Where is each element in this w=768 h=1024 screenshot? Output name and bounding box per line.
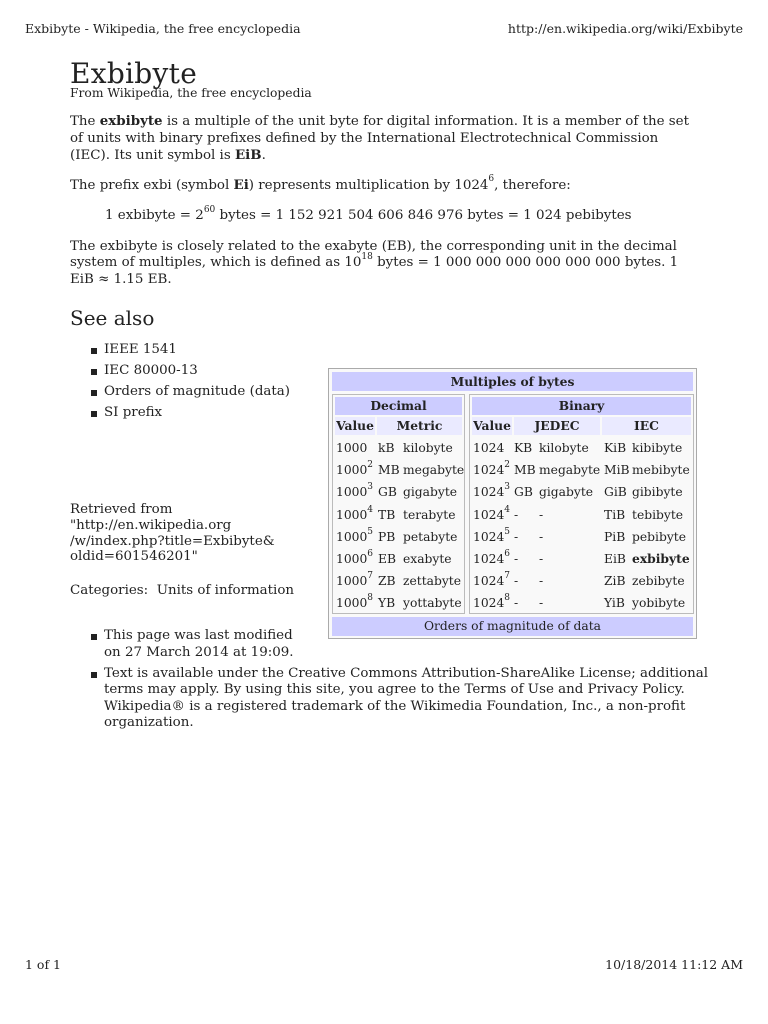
- print-header-title: Exbibyte - Wikipedia, the free encyclopedia: [25, 21, 301, 36]
- page-footer-info: [70, 628, 710, 736]
- binary-value: 1024$^8$: [473, 593, 511, 611]
- col-value: Value: [336, 418, 374, 433]
- decimal-row: [335, 592, 462, 614]
- related-paragraph: The exbibyte is closely related to the exabyte (EB), the corresponding unit in the decimal system of multiples, which is defined as $10^{18}$ bytes = 1 000 000 000 000 000 000 bytes. 1 EiB ≈ 1.15 EB.: [70, 238, 679, 287]
- see-also-link[interactable]: Orders of magnitude (data): [104, 384, 700, 401]
- jedec-symbol: KB: [514, 441, 533, 455]
- decimal-row: [335, 570, 462, 592]
- binary-row: [472, 526, 691, 548]
- page-number: 1 of 1: [25, 957, 62, 972]
- decimal-name[interactable]: megabyte: [403, 463, 465, 478]
- binary-row: [472, 548, 691, 570]
- decimal-symbol[interactable]: PB: [378, 529, 396, 544]
- decimal-value: 1000$^8$: [336, 593, 374, 611]
- jedec-symbol: -: [514, 596, 519, 611]
- jedec-symbol: MB: [514, 463, 536, 478]
- page-title: Exbibyte: [70, 57, 198, 90]
- decimal-symbol[interactable]: kB: [378, 441, 395, 455]
- jedec-name: kilobyte: [539, 441, 589, 455]
- decimal-row: [335, 548, 462, 570]
- print-datetime: 10/18/2014 11:12 AM: [605, 957, 743, 972]
- page-subtitle: From Wikipedia, the free encyclopedia: [70, 85, 312, 100]
- see-also-link[interactable]: SI prefix: [104, 405, 700, 422]
- binary-value: 1024$^3$: [473, 482, 511, 500]
- binary-value: 1024$^6$: [473, 548, 511, 566]
- multiples-of-bytes-table: [328, 368, 697, 639]
- decimal-symbol[interactable]: TB: [378, 507, 396, 522]
- decimal-symbol[interactable]: GB: [378, 485, 397, 500]
- iec-name[interactable]: tebibyte: [632, 507, 684, 522]
- iec-name[interactable]: exbibyte: [632, 551, 690, 566]
- retrieved-from: Retrieved from "http://en.wikipedia.org /w/index.php?title=Exbibyte& oldid=601546201": [70, 502, 275, 565]
- print-header-url[interactable]: http://en.wikipedia.org/wiki/Exbibyte: [507, 21, 743, 36]
- intro-paragraph: The exbibyte is a multiple of the unit byte for digital information. It is a member of the set of units with binary prefixes defined by the International Electrotechnical Commission (IEC). Its unit symbol is EiB.: [70, 113, 689, 163]
- decimal-name[interactable]: gigabyte: [403, 485, 458, 500]
- iec-symbol[interactable]: MiB: [604, 463, 630, 478]
- iec-symbol[interactable]: TiB: [604, 507, 626, 522]
- decimal-symbol[interactable]: ZB: [378, 574, 396, 589]
- iec-name[interactable]: gibibyte: [632, 485, 683, 500]
- iec-symbol[interactable]: KiB: [604, 441, 627, 455]
- binary-table: [469, 394, 694, 614]
- iec-symbol[interactable]: EiB: [604, 552, 626, 566]
- decimal-value: 1000$^2$: [336, 460, 374, 478]
- jedec-name: -: [539, 507, 544, 522]
- col-jedec: JEDEC: [514, 417, 600, 435]
- decimal-value: 1000$^4$: [336, 504, 374, 522]
- decimal-value: 1000$^7$: [336, 571, 374, 589]
- decimal-name[interactable]: terabyte: [403, 507, 456, 522]
- decimal-symbol[interactable]: YB: [378, 596, 396, 611]
- decimal-row: [335, 504, 462, 526]
- binary-row: [472, 437, 691, 459]
- table-title[interactable]: Multiples of bytes: [332, 372, 693, 391]
- col-value-binary: Value: [473, 418, 511, 433]
- binary-value: 1024$^4$: [473, 504, 511, 522]
- jedec-symbol: -: [514, 529, 519, 544]
- see-also-heading: See also: [70, 306, 155, 330]
- binary-row: [472, 504, 691, 526]
- iec-symbol[interactable]: YiB: [604, 596, 625, 611]
- license-notice: Text is available under the Creative Commons Attribution-ShareAlike License; additional terms may apply. By using this site, you agree to the Terms of Use and Privacy Policy. Wikipedia® is a registered trademark of the Wikimedia Foundation, Inc., a non-profit organization.: [104, 665, 709, 730]
- iec-symbol[interactable]: ZiB: [604, 574, 626, 589]
- decimal-row: [335, 437, 462, 459]
- decimal-row: [335, 481, 462, 503]
- category-link[interactable]: Units of information: [156, 583, 295, 598]
- decimal-name[interactable]: kilobyte: [403, 441, 453, 455]
- jedec-name: -: [539, 529, 544, 544]
- decimal-name[interactable]: exabyte: [403, 552, 452, 566]
- binary-row: [472, 481, 691, 503]
- binary-value: 1024: [473, 441, 505, 455]
- see-also-link[interactable]: IEEE 1541: [104, 342, 700, 359]
- jedec-symbol: -: [514, 507, 519, 522]
- jedec-name: -: [539, 596, 544, 611]
- jedec-symbol: -: [514, 552, 519, 566]
- binary-row: [472, 592, 691, 614]
- decimal-value: 1000$^5$: [336, 526, 374, 544]
- jedec-symbol: GB: [514, 485, 533, 500]
- prefix-paragraph: The prefix exbi (symbol Ei) represents multiplication by 1024$^6$, therefore:: [70, 174, 571, 193]
- decimal-value: 1000$^3$: [336, 482, 374, 500]
- binary-heading: Binary: [472, 397, 691, 415]
- binary-value: 1024$^5$: [473, 526, 511, 544]
- categories: Categories: Units of information: [70, 583, 295, 598]
- formula-line: 1 exbibyte = $2^{60}$ bytes = 1 152 921 504 606 846 976 bytes = 1 024 pebibytes: [105, 204, 632, 223]
- decimal-symbol[interactable]: MB: [378, 463, 400, 478]
- iec-symbol[interactable]: PiB: [604, 529, 626, 544]
- jedec-name: -: [539, 574, 544, 589]
- decimal-heading: Decimal: [335, 397, 462, 415]
- iec-name[interactable]: yobibyte: [632, 596, 686, 611]
- decimal-name[interactable]: yottabyte: [403, 596, 462, 611]
- binary-row: [472, 459, 691, 481]
- iec-symbol[interactable]: GiB: [604, 485, 627, 500]
- decimal-name[interactable]: zettabyte: [403, 574, 462, 589]
- col-iec: IEC: [602, 417, 691, 435]
- decimal-value: 1000$^6$: [336, 548, 374, 566]
- col-metric: Metric: [377, 417, 462, 435]
- jedec-name: megabyte: [539, 463, 601, 478]
- jedec-name: gigabyte: [539, 485, 594, 500]
- binary-value: 1024$^2$: [473, 460, 511, 478]
- decimal-name[interactable]: petabyte: [403, 529, 458, 544]
- see-also-link[interactable]: IEC 80000-13: [104, 363, 700, 380]
- last-modified: This page was last modified on 27 March 2014 at 19:09.: [104, 628, 710, 661]
- jedec-name: -: [539, 552, 544, 566]
- decimal-row: [335, 526, 462, 548]
- table-footer-link[interactable]: Orders of magnitude of data: [332, 617, 693, 636]
- decimal-table: [332, 394, 465, 614]
- decimal-value: 1000: [336, 441, 368, 455]
- binary-value: 1024$^7$: [473, 571, 511, 589]
- iec-name[interactable]: zebibyte: [632, 574, 685, 589]
- iec-name[interactable]: kibibyte: [632, 441, 683, 455]
- jedec-symbol: -: [514, 574, 519, 589]
- binary-row: [472, 570, 691, 592]
- decimal-symbol[interactable]: EB: [378, 552, 397, 566]
- iec-name[interactable]: pebibyte: [632, 529, 686, 544]
- iec-name[interactable]: mebibyte: [632, 463, 690, 478]
- decimal-row: [335, 459, 465, 481]
